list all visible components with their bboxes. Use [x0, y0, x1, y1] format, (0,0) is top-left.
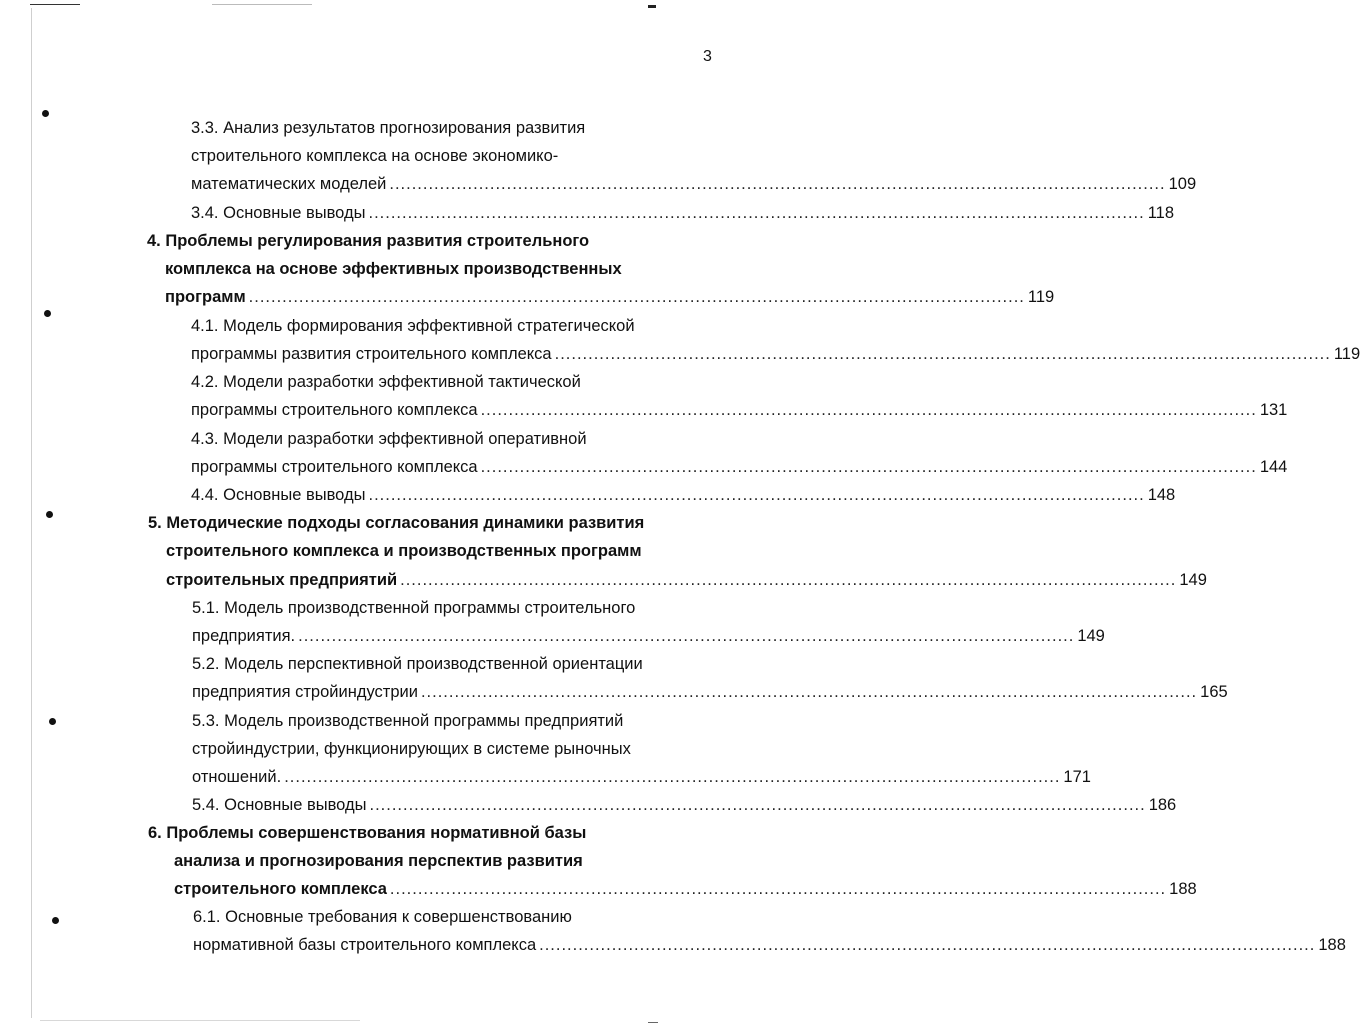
toc-entry-5-3[interactable] [192, 767, 1091, 787]
toc-entry-title: отношений. [192, 768, 282, 786]
toc-page-number: 149 [1179, 571, 1207, 589]
toc-chapter-line: строительного комплекса и производственных программ [166, 542, 642, 560]
toc-line: 4.3. Модели разработки эффективной оперативной [191, 430, 587, 448]
toc-page-number: 148 [1147, 486, 1176, 504]
scan-artifact-line [40, 1020, 360, 1021]
binder-hole [44, 310, 51, 317]
toc-leader-dots: ........................................................................................................................................... [480, 458, 1257, 476]
toc-leader-dots: ........................................................................................................................................... [284, 768, 1061, 786]
toc-entry-title: строительных предприятий [166, 571, 398, 589]
scan-artifact-line [212, 4, 312, 5]
toc-entry-3-3[interactable] [191, 174, 1197, 194]
toc-line: 6.1. Основные требования к совершенствованию [193, 908, 572, 926]
toc-line: 5.2. Модель перспективной производственной ориентации [192, 655, 643, 673]
binder-hole [42, 110, 49, 117]
toc-entry-4[interactable] [165, 287, 1055, 307]
toc-line: 4.1. Модель формирования эффективной стратегической [191, 317, 635, 335]
toc-entry-5-4[interactable] [192, 795, 1177, 815]
toc-leader-dots: ........................................................................................................................................... [554, 345, 1331, 363]
toc-entry-4-3[interactable] [191, 457, 1288, 477]
toc-page-number: 131 [1259, 401, 1288, 419]
toc-entry-title: нормативной базы строительного комплекса [193, 936, 537, 954]
scan-artifact-line [30, 4, 80, 5]
toc-leader-dots: ........................................................................................................................................... [368, 486, 1145, 504]
toc-entry-title: 3.4. Основные выводы [191, 204, 366, 222]
toc-chapter-line: комплекса на основе эффективных производственных [165, 260, 622, 278]
toc-entry-4-4[interactable] [191, 485, 1176, 505]
toc-page-number: 165 [1200, 683, 1228, 701]
toc-leader-dots: ........................................................................................................................................... [389, 880, 1167, 898]
toc-page-number: 119 [1333, 345, 1360, 363]
toc-entry-5-2[interactable] [192, 682, 1228, 702]
binder-hole [46, 511, 53, 518]
toc-line: 3.3. Анализ результатов прогнозирования развития [191, 119, 586, 137]
toc-entry-title: программ [165, 288, 246, 306]
toc-page-number: 118 [1147, 204, 1175, 222]
toc-entry-5[interactable] [166, 570, 1207, 590]
toc-page-number: 188 [1318, 936, 1346, 954]
toc-line: 5.3. Модель производственной программы предприятий [192, 712, 624, 730]
toc-entry-title: 5.4. Основные выводы [192, 796, 367, 814]
toc-entry-3-4[interactable] [191, 203, 1175, 223]
toc-line: 5.1. Модель производственной программы строительного [192, 599, 636, 617]
toc-entry-title: программы развития строительного комплекса [191, 345, 552, 363]
toc-line: 4.2. Модели разработки эффективной тактической [191, 373, 581, 391]
toc-page-number: 186 [1148, 796, 1177, 814]
toc-page-number: 144 [1259, 458, 1288, 476]
toc-page-number: 149 [1077, 627, 1105, 645]
toc-line: строительного комплекса на основе экономико- [191, 147, 559, 165]
toc-chapter-line: 5. Методические подходы согласования динамики развития [148, 514, 645, 532]
toc-leader-dots: ........................................................................................................................................... [369, 796, 1146, 814]
toc-entry-title: 4.4. Основные выводы [191, 486, 366, 504]
toc-entry-6[interactable] [174, 879, 1197, 899]
toc-entry-title: математических моделей [191, 175, 387, 193]
page-left-edge [31, 8, 32, 1018]
toc-entry-4-1[interactable] [191, 344, 1360, 364]
scan-artifact-mark [648, 5, 656, 8]
toc-leader-dots: ........................................................................................................................................... [298, 627, 1075, 645]
toc-entry-title: предприятия. [192, 627, 296, 645]
toc-leader-dots: ........................................................................................................................................... [248, 288, 1025, 306]
toc-page-number: 109 [1168, 175, 1197, 193]
toc-entry-title: строительного комплекса [174, 880, 387, 898]
toc-leader-dots: ........................................................................................................................................... [368, 204, 1145, 222]
toc-entry-title: программы строительного комплекса [191, 401, 478, 419]
toc-chapter-line: 4. Проблемы регулирования развития строительного [147, 232, 590, 250]
toc-leader-dots: ........................................................................................................................................... [389, 175, 1166, 193]
toc-leader-dots: ........................................................................................................................................... [539, 936, 1316, 954]
binder-hole [52, 917, 59, 924]
toc-page-number: 119 [1027, 288, 1055, 306]
page-number: 3 [703, 48, 712, 65]
toc-entry-6-1[interactable] [193, 935, 1346, 955]
toc-page-number: 171 [1063, 768, 1091, 786]
toc-entry-4-2[interactable] [191, 400, 1288, 420]
toc-entry-title: программы строительного комплекса [191, 458, 478, 476]
toc-leader-dots: ........................................................................................................................................... [400, 571, 1177, 589]
toc-entry-5-1[interactable] [192, 626, 1105, 646]
toc-entry-title: предприятия стройиндустрии [192, 683, 418, 701]
toc-leader-dots: ........................................................................................................................................... [420, 683, 1198, 701]
toc-leader-dots: ........................................................................................................................................... [480, 401, 1257, 419]
toc-line: стройиндустрии, функционирующих в системе рыночных [192, 740, 631, 758]
toc-page-number: 188 [1169, 880, 1197, 898]
scan-artifact-mark [648, 1022, 658, 1023]
toc-chapter-line: анализа и прогнозирования перспектив развития [174, 852, 583, 870]
binder-hole [49, 718, 56, 725]
toc-chapter-line: 6. Проблемы совершенствования нормативной базы [148, 824, 587, 842]
